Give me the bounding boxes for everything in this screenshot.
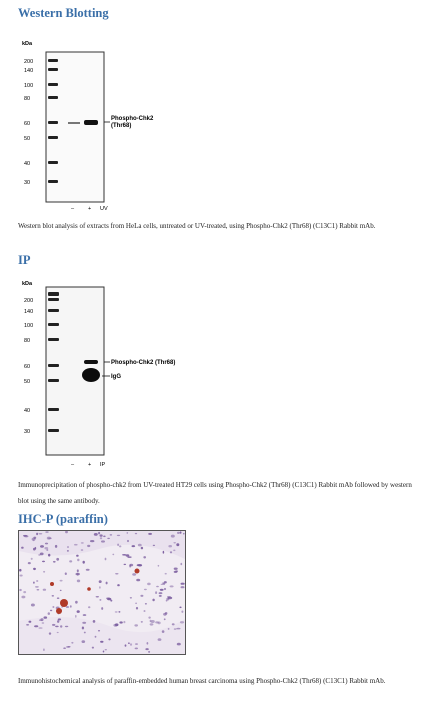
nucleus [77,610,80,613]
western-caption: Western blot analysis of extracts from HeLa cells, untreated or UV-treated, using Phospho-Chk2 (Thr68) (C13C1) Rabbit mAb. [18,222,376,230]
nucleus [141,547,143,550]
nucleus [145,648,148,650]
band-igg [82,368,100,382]
band-label: Phospho-Chk2 [111,116,154,122]
membrane [46,52,104,202]
nucleus [53,561,56,563]
nucleus [38,627,42,629]
nucleus [98,630,100,631]
nucleus [181,611,183,613]
nucleus [159,595,162,597]
nucleus [57,620,59,623]
nucleus [57,632,59,633]
nucleus [19,569,21,572]
nucleus [81,542,84,544]
band-label-phospho: Phospho-Chk2 (Thr68) [111,360,176,366]
nucleus [119,545,121,547]
nucleus [174,571,178,573]
nucleus [35,547,37,550]
nucleus [122,554,126,556]
nucleus [37,589,40,590]
nucleus [164,618,166,620]
nucleus [55,545,57,548]
nucleus [173,542,176,543]
nucleus [58,618,61,620]
band-phospho-chk2 [84,360,98,364]
nucleus [123,621,125,623]
nucleus [106,582,108,585]
nucleus [87,545,90,547]
nucleus [180,621,184,623]
nucleus [66,646,70,647]
nucleus [161,584,164,585]
nucleus [19,589,22,591]
western-blotting-heading: Western Blotting [18,6,109,20]
nucleus [43,589,46,591]
nucleus [39,533,43,534]
nucleus [135,643,138,644]
band-uv [84,120,98,125]
nucleus [136,579,140,582]
nucleus [70,605,72,607]
nucleus [99,580,102,583]
nucleus [115,573,118,574]
nucleus [60,580,63,582]
nucleus [179,607,181,609]
nucleus [96,596,99,597]
nucleus [105,558,107,561]
ladder-label: 200 [24,298,34,304]
nucleus [34,625,38,627]
ladder-label: 80 [24,338,31,344]
ladder-label: 60 [24,364,31,370]
nucleus [138,544,142,547]
ladder-label: 60 [24,121,31,127]
nucleus [84,632,86,634]
nucleus [99,599,101,601]
nucleus [144,589,147,590]
nucleus [136,607,138,610]
nucleus [71,642,73,644]
nucleus [24,535,28,537]
nucleus [163,613,167,616]
nucleus [173,550,175,552]
nucleus [49,632,51,634]
nucleus [98,532,100,535]
nucleus [31,558,33,560]
ladder-labels [24,59,33,186]
nucleus [164,581,167,583]
lane-minus-label: – [71,462,75,468]
lane-treatment-label: IP [100,462,106,468]
nucleus [158,638,162,641]
nucleus [48,612,50,615]
ladder-label: 140 [24,309,34,315]
nucleus [128,642,130,644]
nucleus [40,553,44,556]
nucleus [77,569,79,572]
band-label-igg: IgG [111,374,121,380]
ladder-label: 200 [24,59,34,65]
nucleus [180,563,182,566]
nucleus [147,642,149,645]
nucleus [140,595,143,597]
nucleus [93,620,96,623]
nucleus [76,573,80,576]
nucleus [82,627,84,630]
nucleus [177,532,180,534]
nucleus [145,603,147,605]
nucleus [166,598,169,601]
nucleus [168,545,172,547]
nucleus [170,585,174,587]
nucleus [95,636,97,638]
nucleus [65,626,68,627]
nucleus [83,561,85,564]
nucleus [76,555,79,557]
nucleus [141,621,143,622]
nucleus [74,544,78,546]
nucleus [160,589,164,591]
nucleus [94,533,98,536]
nucleus [180,531,182,533]
nucleus [176,628,180,630]
nucleus [45,543,48,545]
ihc-caption: Immunohistochemical analysis of paraffin-embedded human breast carcinoma using Phospho-Chk2 (Thr68) (C13C1) Rabbit mAb. [18,677,386,685]
ladder-label: 100 [24,83,34,89]
nucleus [75,601,78,604]
nucleus [155,621,159,623]
nucleus [164,588,166,590]
nucleus [44,616,48,618]
ladder-label: 30 [24,429,31,435]
ladder-label: 100 [24,323,34,329]
nucleus [148,651,150,653]
ihc-tissue-image [18,530,186,655]
nucleus [103,651,105,653]
nucleus [137,564,141,566]
nucleus [77,580,80,583]
ip-blot-image [18,278,218,473]
nucleus [43,571,45,573]
nucleus [55,626,59,628]
nucleus [108,638,110,640]
nucleus [31,604,35,607]
nucleus [117,535,120,536]
nucleus [99,586,101,588]
nucleus [115,611,118,612]
nucleus [156,586,159,588]
nucleus [65,572,67,575]
nucleus [110,534,113,536]
nucleus [63,647,66,649]
ihc-heading: IHC-P (paraffin) [18,512,108,526]
nucleus [57,598,60,599]
nucleus [69,560,72,562]
nucleus [52,624,55,626]
nucleus [150,623,154,625]
nucleus [107,598,111,601]
nucleus [83,614,87,616]
nucleus [43,648,45,651]
nucleus [101,607,103,610]
lane-plus-label: + [88,206,92,212]
nucleus [52,595,54,596]
nucleus [90,540,94,542]
nucleus [29,621,32,623]
nucleus [82,622,86,624]
nucleus [119,621,122,623]
nucleus [172,623,175,625]
nucleus [132,573,136,576]
nucleus [162,630,165,633]
nucleus [163,551,165,554]
nucleus [125,644,127,646]
nucleus [177,643,181,646]
nucleus [100,537,102,539]
nucleus [60,590,62,591]
nucleus [60,625,62,627]
nucleus [100,641,103,643]
nucleus [165,573,167,575]
nucleus [117,584,120,586]
nucleus [158,565,160,567]
lane-plus-label: + [88,462,92,468]
nucleus [147,583,151,586]
nucleus [77,559,79,562]
ladder-label: 50 [24,136,31,142]
ladder-label: 140 [24,68,34,74]
nucleus [174,568,178,570]
nucleus [44,547,48,549]
nucleus [148,533,152,535]
nucleus [183,533,185,535]
nucleus [35,586,39,587]
nucleus [86,569,90,571]
nucleus [48,538,52,539]
nucleus [101,540,105,542]
nucleus [103,536,106,538]
nucleus [40,618,43,621]
nucleus [92,647,94,649]
nucleus [117,544,119,547]
kda-label: kDa [22,41,33,47]
nucleus [130,643,132,646]
nucleus [48,554,50,557]
nucleus [42,561,45,563]
nucleus [144,610,146,612]
nucleus [20,575,23,577]
nucleus [52,606,54,608]
nucleus [40,545,44,548]
nucleus [21,596,25,599]
nucleus [65,531,68,534]
nucleus [81,549,84,551]
lane-treatment-label: UV [100,206,108,212]
nucleus [152,599,154,602]
western-blot-image [18,34,218,214]
nucleus [23,591,26,593]
nucleus [150,620,152,622]
nucleus [134,624,138,626]
nucleus [66,606,69,608]
nucleus [88,606,90,608]
nucleus [42,622,45,623]
nucleus [135,648,138,650]
nucleus [127,532,129,534]
nucleus [100,534,103,536]
nucleus [166,600,168,601]
nucleus [176,543,179,546]
nucleus [132,545,136,547]
nucleus [56,558,59,561]
nucleus [171,535,175,538]
nucleus [46,549,48,551]
nucleus [135,533,137,534]
ladder-label: 30 [24,180,31,186]
nucleus [45,531,48,532]
nucleus [130,597,132,599]
nucleus [36,580,38,582]
band-label-sub: (Thr68) [111,123,132,129]
nucleus [155,591,157,594]
ip-heading: IP [18,253,31,267]
nucleus [148,617,150,619]
nucleus [127,540,129,542]
nucleus [75,615,77,618]
nucleus [36,533,38,536]
nucleus [118,611,120,613]
nucleus [105,649,107,650]
nucleus [124,564,127,565]
nucleus [170,551,172,553]
nucleus [174,628,177,629]
nucleus [181,583,185,585]
nucleus [129,564,133,567]
nucleus [112,554,114,556]
nucleus [135,603,137,605]
lane-minus-label: – [71,206,75,212]
nucleus [26,624,29,626]
nucleus [33,568,36,570]
nucleus [159,592,163,594]
nucleus [168,628,170,630]
nucleus [153,545,155,546]
kda-label: kDa [22,281,33,287]
ladder-label: 80 [24,96,31,102]
ladder-label: 40 [24,161,31,167]
nucleus [33,582,35,584]
ip-caption: Immunoprecipitation of phospho-chk2 from UV-treated HT29 cells using Phospho-Chk2 (Thr68) (C13C1) Rabbit mAb followed by western blot using the same antibody. [18,481,412,505]
nucleus [115,623,119,626]
nucleus [50,610,52,611]
nucleus [32,538,36,541]
band-untreated [68,122,80,124]
nucleus [107,538,110,539]
ladder-label: 50 [24,379,31,385]
nucleus [181,586,185,588]
ladder-labels [24,298,33,435]
nucleus [143,556,146,558]
nucleus [67,546,69,548]
nucleus [67,550,69,552]
nucleus [82,640,86,643]
ladder-label: 40 [24,408,31,414]
nucleus [21,547,24,549]
nucleus [127,556,131,558]
nucleus [28,562,31,564]
nucleus [167,596,171,598]
